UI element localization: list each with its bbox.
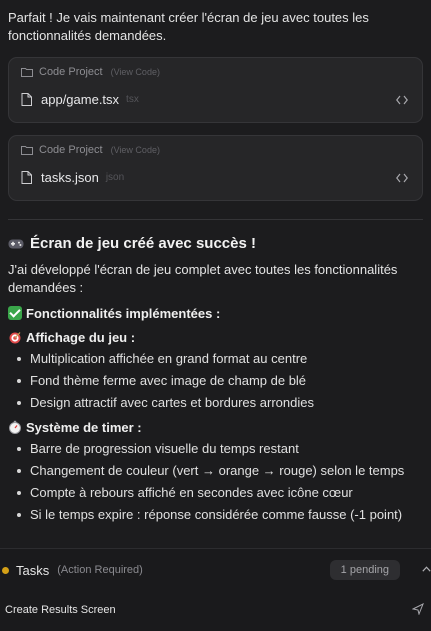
card-file-row[interactable] (21, 169, 410, 185)
features-title (8, 305, 423, 321)
view-code-link[interactable]: (View Code) (110, 67, 160, 77)
list-item: Barre de progression visuelle du temps restant (8, 441, 423, 457)
code-project-card-game[interactable] (8, 57, 423, 123)
scroll-fade (0, 528, 431, 548)
success-heading (8, 235, 423, 253)
tasks-status: (Action Required) (57, 564, 143, 576)
features-title-text: Fonctionnalités implémentées : (26, 305, 221, 321)
list-item: Changement de couleur (vert → orange → rouge) selon le temps (8, 463, 423, 479)
file-icon (21, 171, 32, 184)
tasks-label: Tasks (16, 562, 50, 578)
folder-icon (21, 67, 33, 77)
list-item: Design attractif avec cartes et bordures arrondies (8, 395, 423, 411)
code-project-label: Code Project (39, 66, 103, 78)
timer-title (8, 419, 423, 435)
list-item: Si le temps expire : réponse considérée comme fausse (-1 point) (8, 507, 423, 523)
code-project-label: Code Project (39, 144, 103, 156)
intro-message: Parfait ! Je vais maintenant créer l'écran de jeu avec toutes les fonctionnalités demandées. (8, 10, 369, 43)
folder-icon (21, 145, 33, 155)
file-ext: json (105, 171, 125, 183)
display-title (8, 329, 423, 345)
display-list (8, 351, 423, 411)
pending-dot-icon (2, 567, 9, 574)
composer-panel (0, 548, 431, 631)
stopwatch-icon (8, 420, 22, 434)
code-project-card-tasks[interactable] (8, 135, 423, 201)
timer-title-text: Système de timer : (26, 419, 142, 435)
chevron-up-icon[interactable] (422, 566, 431, 572)
message-input-value[interactable]: Create Results Screen (5, 604, 116, 616)
code-brackets-icon[interactable] (396, 173, 408, 183)
tasks-bar[interactable] (0, 559, 431, 581)
summary-paragraph: J'ai développé l'écran de jeu complet avec toutes les fonctionnalités demandées : (8, 262, 398, 295)
divider (8, 219, 423, 220)
file-icon (21, 93, 32, 106)
gamepad-icon (8, 238, 24, 250)
code-brackets-icon[interactable] (396, 95, 408, 105)
check-mark-icon (8, 306, 22, 320)
file-name: tasks.json (41, 169, 99, 185)
display-title-text: Affichage du jeu : (26, 329, 136, 345)
message-input[interactable] (0, 600, 431, 620)
card-header (21, 65, 410, 79)
success-heading-text: Écran de jeu créé avec succès ! (30, 235, 256, 252)
target-icon (8, 330, 22, 344)
list-item: Fond thème ferme avec image de champ de blé (8, 373, 423, 389)
card-header (21, 143, 410, 157)
file-ext: tsx (126, 93, 139, 105)
view-code-link[interactable]: (View Code) (110, 145, 160, 155)
list-item: Compte à rebours affiché en secondes avec icône cœur (8, 485, 423, 501)
card-file-row[interactable] (21, 91, 410, 107)
list-item: Multiplication affichée en grand format au centre (8, 351, 423, 367)
file-name: app/game.tsx (41, 91, 120, 107)
timer-list (8, 441, 423, 523)
send-icon[interactable] (412, 603, 424, 615)
pending-badge[interactable]: 1 pending (330, 560, 400, 580)
